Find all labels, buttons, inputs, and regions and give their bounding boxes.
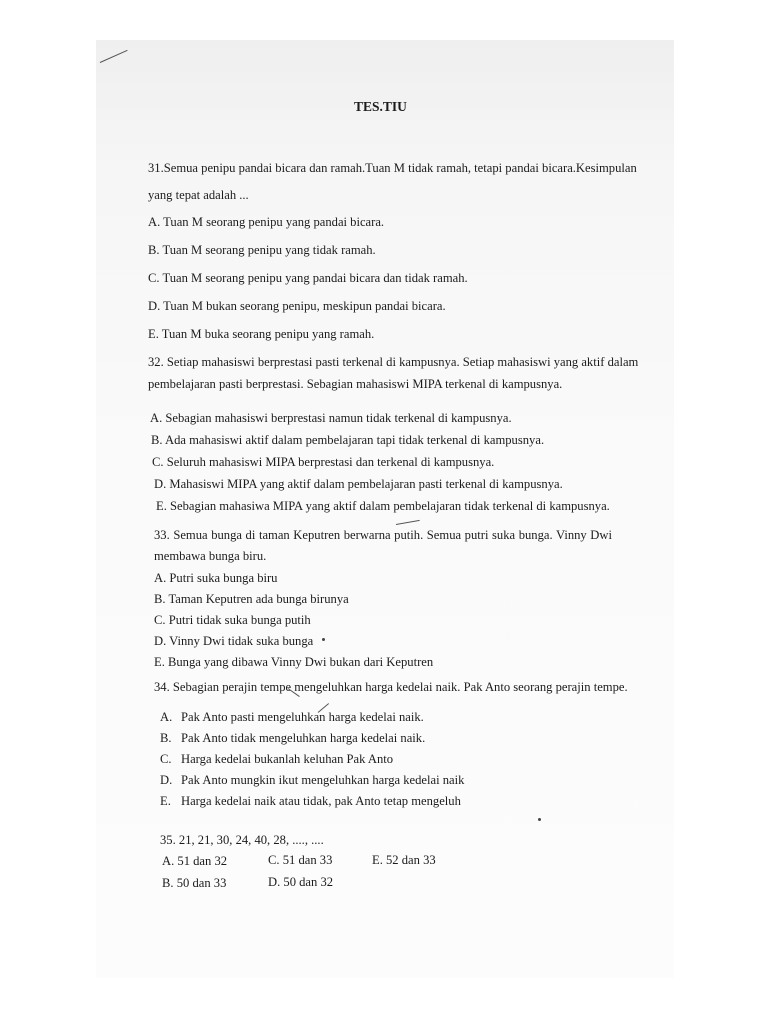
q34-option-a-letter: A. [160, 710, 173, 724]
q34-option-a-text: Pak Anto pasti mengeluhkan harga kedelai naik. [181, 710, 424, 724]
pen-dot [538, 818, 541, 821]
q35-option-a: A. 51 dan 32 [162, 854, 228, 868]
q31-stem-line2: yang tepat adalah ... [148, 188, 249, 202]
pen-mark [100, 50, 128, 63]
q32-option-e: E. Sebagian mahasiwa MIPA yang aktif dalam pembelajaran tidak terkenal di kampusnya. [156, 499, 610, 513]
q34-stem: 34. Sebagian perajin tempe mengeluhkan harga kedelai naik. Pak Anto seorang perajin tempe. [154, 680, 628, 694]
q33-option-e: E. Bunga yang dibawa Vinny Dwi bukan dari Keputren [154, 655, 434, 669]
q32-option-b: B. Ada mahasiswi aktif dalam pembelajaran tapi tidak terkenal di kampusnya. [151, 433, 545, 447]
q32-stem-line1: 32. Setiap mahasiswi berprestasi pasti terkenal di kampusnya. Setiap mahasiswi yang aktif dalam [148, 355, 639, 369]
q33-option-c: C. Putri tidak suka bunga putih [154, 613, 311, 627]
q31-stem-line1: 31.Semua penipu pandai bicara dan ramah.Tuan M tidak ramah, tetapi pandai bicara.Kesimpulan [148, 161, 637, 175]
q31-option-b: B. Tuan M seorang penipu yang tidak ramah. [148, 243, 376, 257]
q34-option-d-letter: D. [160, 773, 173, 787]
q34-option-e-letter: E. [160, 794, 171, 808]
q33-option-b: B. Taman Keputren ada bunga birunya [154, 592, 349, 606]
q34-option-c-letter: C. [160, 752, 172, 766]
q34-option-c-text: Harga kedelai bukanlah keluhan Pak Anto [181, 752, 394, 766]
q32-option-d: D. Mahasiswi MIPA yang aktif dalam pembelajaran pasti terkenal di kampusnya. [154, 477, 563, 491]
q34-option-b-letter: B. [160, 731, 172, 745]
q35-stem: 35. 21, 21, 30, 24, 40, 28, ...., .... [160, 833, 324, 847]
q34-option-b-text: Pak Anto tidak mengeluhkan harga kedelai naik. [181, 731, 426, 745]
pen-mark [396, 520, 420, 525]
q31-option-c: C. Tuan M seorang penipu yang pandai bicara dan tidak ramah. [148, 271, 468, 285]
q32-option-c: C. Seluruh mahasiswi MIPA berprestasi dan terkenal di kampusnya. [152, 455, 495, 469]
q31-option-d: D. Tuan M bukan seorang penipu, meskipun pandai bicara. [148, 299, 446, 313]
q35-option-e: E. 52 dan 33 [372, 853, 436, 867]
scanned-page [96, 40, 674, 978]
q33-option-a: A. Putri suka bunga biru [154, 571, 278, 585]
q35-option-b: B. 50 dan 33 [162, 876, 227, 890]
q34-option-d-text: Pak Anto mungkin ikut mengeluhkan harga kedelai naik [181, 773, 465, 787]
q35-option-c: C. 51 dan 33 [268, 853, 333, 867]
page-title: TES.TIU [354, 99, 407, 114]
q33-stem-line1: 33. Semua bunga di taman Keputren berwarna putih. Semua putri suka bunga. Vinny Dwi [154, 528, 612, 542]
q31-option-e: E. Tuan M buka seorang penipu yang ramah. [148, 327, 375, 341]
q32-option-a: A. Sebagian mahasiswi berprestasi namun tidak terkenal di kampusnya. [150, 411, 512, 425]
q31-option-a: A. Tuan M seorang penipu yang pandai bicara. [148, 215, 385, 229]
pen-dot [322, 638, 325, 641]
q34-option-e-text: Harga kedelai naik atau tidak, pak Anto tetap mengeluh [181, 794, 461, 808]
q33-option-d: D. Vinny Dwi tidak suka bunga [154, 634, 314, 648]
q32-stem-line2: pembelajaran pasti berprestasi. Sebagian mahasiswi MIPA terkenal di kampusnya. [148, 377, 563, 391]
q35-option-d: D. 50 dan 32 [268, 875, 334, 889]
q33-stem-line2: membawa bunga biru. [154, 549, 267, 563]
